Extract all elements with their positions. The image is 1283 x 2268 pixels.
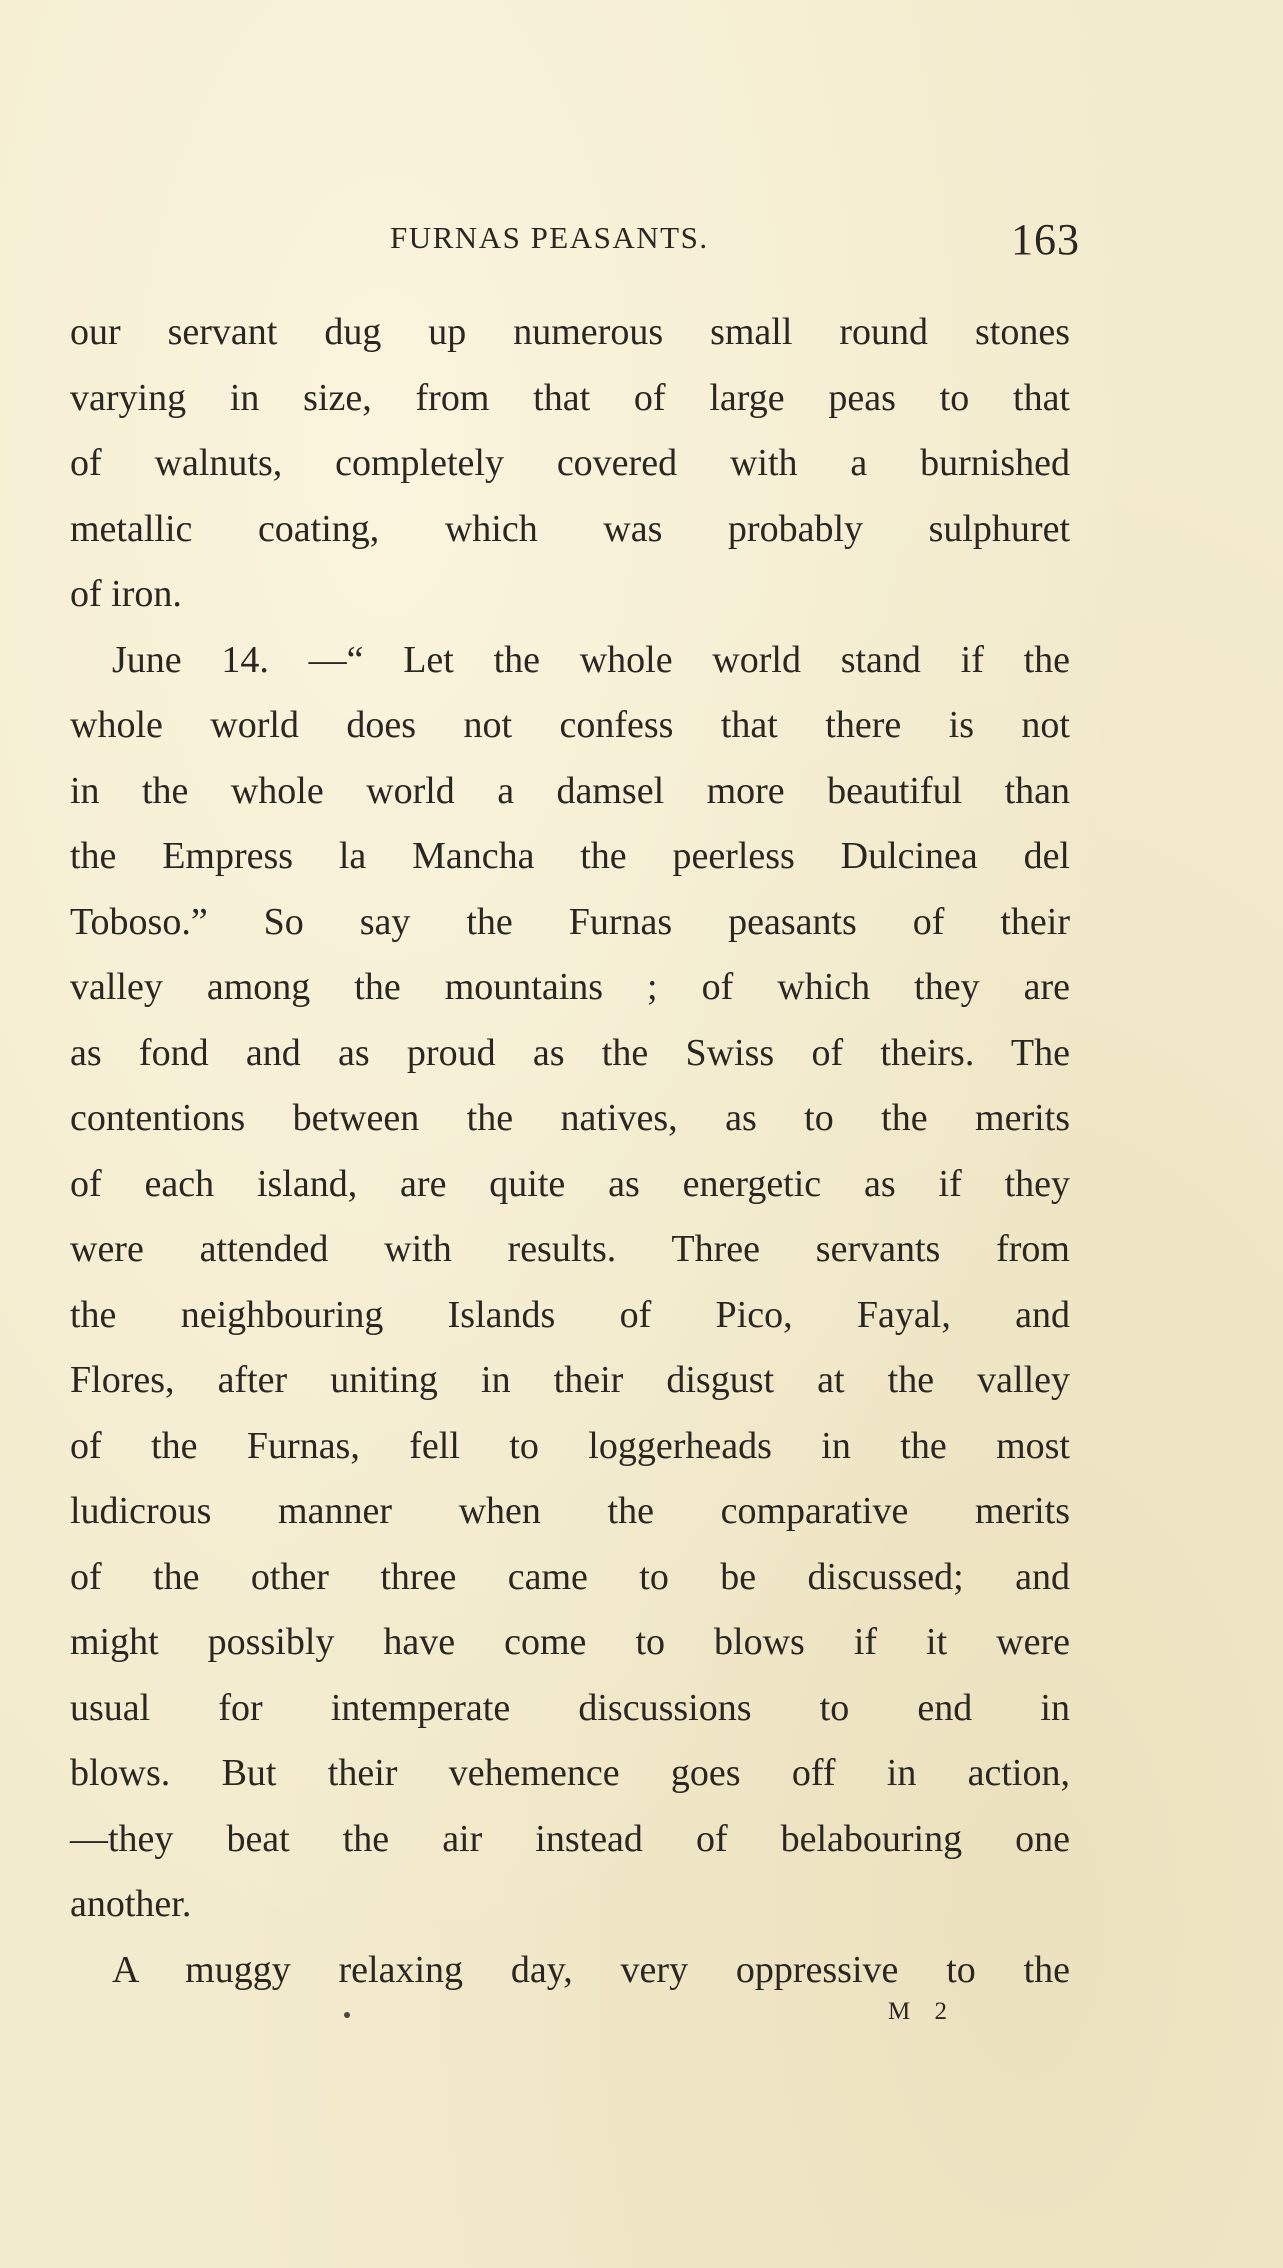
text-line: ludicrous manner when the comparative merits xyxy=(70,1490,1070,1532)
text-line: might possibly have come to blows if it were xyxy=(70,1621,1070,1663)
page-number: 163 xyxy=(1011,215,1080,264)
text-line: of the other three came to be discussed; and xyxy=(70,1555,1070,1598)
text-line: of each island, are quite as energetic as if they xyxy=(70,1162,1070,1205)
text-line: the Empress la Mancha the peerless Dulcinea del xyxy=(70,835,1070,877)
text-line: metallic coating, which was probably sulphuret xyxy=(70,507,1070,550)
text-line: of walnuts, completely covered with a burnished xyxy=(70,442,1070,484)
text-line: valley among the mountains ; of which they are xyxy=(70,966,1070,1008)
text-line: in the whole world a damsel more beautiful than xyxy=(70,769,1070,812)
text-line: June 14. —“ Let the whole world stand if the xyxy=(112,638,1070,681)
signature-mark: M 2 xyxy=(888,1998,956,2025)
text-line: Flores, after uniting in their disgust at the valley xyxy=(70,1359,1070,1401)
text-line: varying in size, from that of large peas to that xyxy=(70,376,1070,419)
running-head: FURNAS PEASANTS. xyxy=(390,220,709,255)
text-line: another. xyxy=(70,1883,192,1925)
text-line: were attended with results. Three servants from xyxy=(70,1228,1070,1270)
text-line: Toboso.” So say the Furnas peasants of their xyxy=(70,900,1070,943)
text-line: contentions between the natives, as to the merits xyxy=(70,1097,1070,1139)
text-line: whole world does not confess that there is not xyxy=(70,704,1070,746)
text-line: blows. But their vehemence goes off in action, xyxy=(70,1752,1070,1794)
text-line: of iron. xyxy=(70,573,182,615)
text-line: A muggy relaxing day, very oppressive to the xyxy=(112,1948,1070,1991)
text-line: our servant dug up numerous small round stones xyxy=(70,311,1070,353)
text-line: the neighbouring Islands of Pico, Fayal, and xyxy=(70,1293,1070,1336)
text-line: usual for intemperate discussions to end in xyxy=(70,1686,1070,1729)
text-line: of the Furnas, fell to loggerheads in the most xyxy=(70,1424,1070,1467)
text-line: as fond and as proud as the Swiss of theirs. The xyxy=(70,1031,1070,1074)
signature-line xyxy=(70,1998,1080,2038)
body-text xyxy=(70,300,1070,2003)
text-line: —they beat the air instead of belabouring one xyxy=(70,1817,1070,1860)
ink-speck xyxy=(344,2012,350,2018)
page-header xyxy=(70,215,1080,268)
